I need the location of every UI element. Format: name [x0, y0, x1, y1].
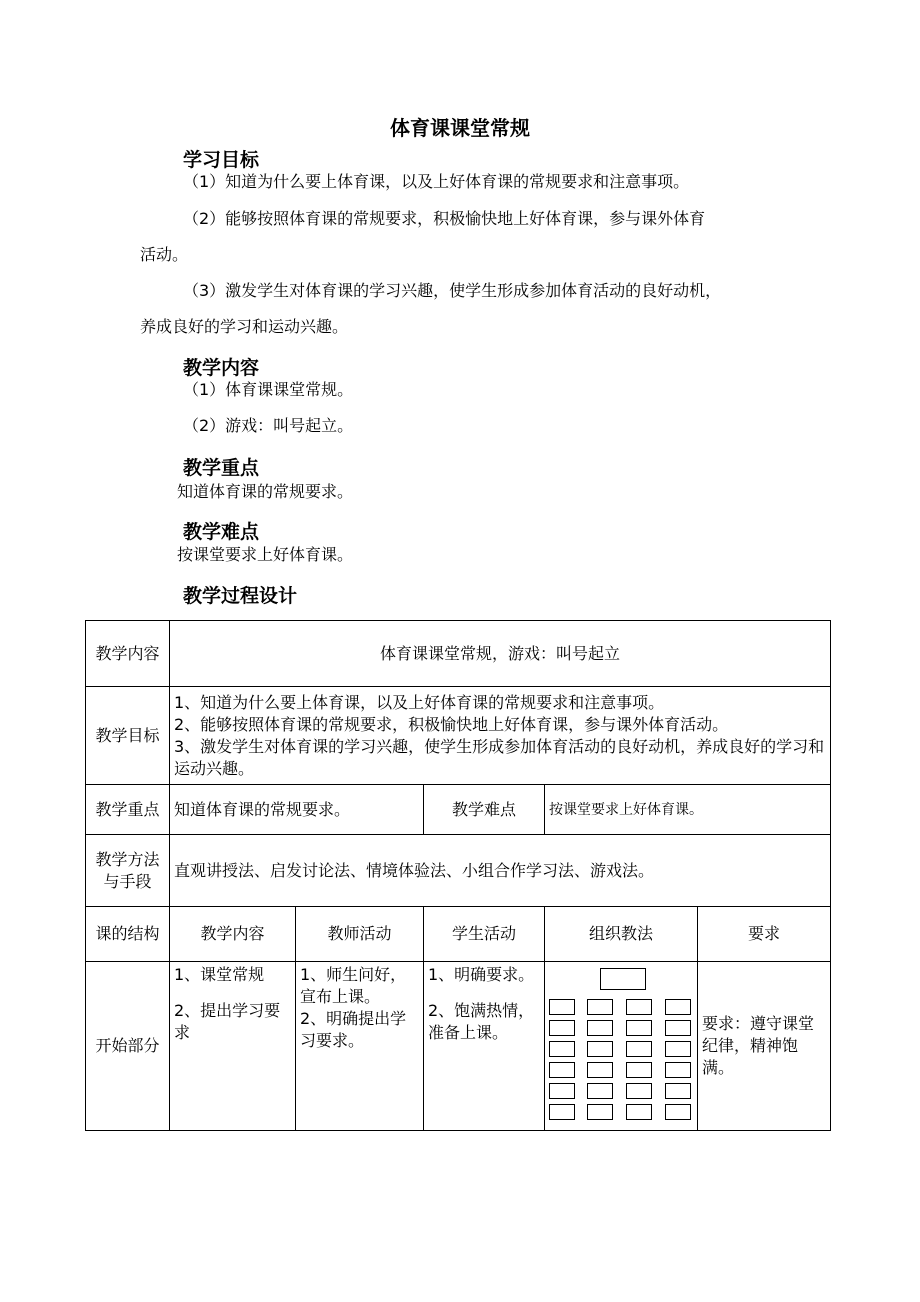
- teacher-position-box: [600, 968, 646, 990]
- goal-line-1: （1）知道为什么要上体育课，以及上好体育课的常规要求和注意事项。: [183, 172, 690, 191]
- student-box: [665, 1104, 691, 1120]
- key-value: 知道体育课的常规要求。: [170, 785, 424, 835]
- content-line-2: （2）游戏：叫号起立。: [183, 416, 354, 435]
- row-content: [86, 621, 831, 687]
- method-value: 直观讲授法、启发讨论法、情境体验法、小组合作学习法、游戏法。: [170, 835, 831, 907]
- student-box: [587, 1083, 613, 1099]
- start-req: 要求：遵守课堂纪律，精神饱满。: [698, 962, 831, 1131]
- student-box: [626, 1020, 652, 1036]
- student-box: [549, 1041, 575, 1057]
- student-box: [665, 1062, 691, 1078]
- key-heading: 教学重点: [183, 457, 260, 479]
- start-student: [424, 962, 545, 1131]
- method-label: 教学方法与手段: [86, 835, 170, 907]
- student-box: [626, 1083, 652, 1099]
- formation-diagram: [545, 962, 697, 1126]
- student-box: [665, 1083, 691, 1099]
- start-teacher-2: 2、明确提出学习要求。: [300, 1009, 407, 1050]
- row-method: [86, 835, 831, 907]
- start-content: [170, 962, 296, 1131]
- col-content: 教学内容: [170, 907, 296, 962]
- content-label: 教学内容: [86, 621, 170, 687]
- student-box: [626, 1041, 652, 1057]
- key-label: 教学重点: [86, 785, 170, 835]
- goal-line-2: （2）能够按照体育课的常规要求，积极愉快地上好体育课，参与课外体育: [183, 209, 706, 228]
- student-box: [549, 1062, 575, 1078]
- start-teacher-1: 1、师生问好，宣布上课。: [300, 965, 407, 1006]
- student-box: [587, 1104, 613, 1120]
- student-box: [587, 1041, 613, 1057]
- col-teacher: 教师活动: [296, 907, 424, 962]
- student-box: [549, 1083, 575, 1099]
- goals-item-1: 1、知道为什么要上体育课，以及上好体育课的常规要求和注意事项。: [174, 692, 665, 712]
- row-key-difficulty: [86, 785, 831, 835]
- student-box: [665, 1020, 691, 1036]
- start-student-1: 1、明确要求。: [428, 965, 535, 984]
- student-box: [665, 1041, 691, 1057]
- student-box: [626, 1104, 652, 1120]
- lesson-table: [85, 620, 831, 1131]
- row-start: [86, 962, 831, 1131]
- col-req: 要求: [698, 907, 831, 962]
- content-line-1: （1）体育课课堂常规。: [183, 380, 354, 399]
- key-text: 知道体育课的常规要求。: [177, 482, 354, 501]
- difficulty-text: 按课堂要求上好体育课。: [177, 545, 354, 564]
- goals-item-2: 2、能够按照体育课的常规要求，积极愉快地上好体育课，参与课外体育活动。: [174, 714, 729, 734]
- goals-label: 教学目标: [86, 687, 170, 785]
- formation-cell: [545, 962, 698, 1131]
- student-box: [626, 1062, 652, 1078]
- student-box: [587, 1062, 613, 1078]
- content-value: 体育课课堂常规，游戏：叫号起立: [170, 621, 831, 687]
- start-student-2: 2、饱满热情，准备上课。: [428, 1001, 535, 1042]
- goals-cell: [170, 687, 831, 785]
- student-box: [549, 1020, 575, 1036]
- col-org: 组织教法: [545, 907, 698, 962]
- student-box: [626, 999, 652, 1015]
- start-content-2: 2、提出学习要求: [174, 1001, 281, 1042]
- col-student: 学生活动: [424, 907, 545, 962]
- row-structure-header: [86, 907, 831, 962]
- row-goals: [86, 687, 831, 785]
- goal-line-3: （3）激发学生对体育课的学习兴趣，使学生形成参加体育活动的良好动机，: [183, 281, 722, 300]
- difficulty-heading: 教学难点: [183, 521, 260, 543]
- goal-line-2-cont: 活动。: [140, 245, 189, 264]
- start-label: 开始部分: [86, 962, 170, 1131]
- start-teacher: [296, 962, 424, 1131]
- start-content-1: 1、课堂常规: [174, 965, 265, 984]
- student-box: [587, 1020, 613, 1036]
- diff-value: 按课堂要求上好体育课。: [545, 785, 831, 835]
- content-heading: 教学内容: [183, 357, 260, 379]
- student-box: [587, 999, 613, 1015]
- process-heading: 教学过程设计: [183, 585, 298, 607]
- diff-label: 教学难点: [424, 785, 545, 835]
- goals-item-3: 3、激发学生对体育课的学习兴趣，使学生形成参加体育活动的良好动机，养成良好的学习和运动兴趣。: [174, 736, 825, 778]
- goals-heading: 学习目标: [183, 149, 260, 171]
- goal-line-3-cont: 养成良好的学习和运动兴趣。: [140, 317, 349, 336]
- student-box: [549, 999, 575, 1015]
- structure-label: 课的结构: [86, 907, 170, 962]
- student-box: [665, 999, 691, 1015]
- page-title: 体育课课堂常规: [390, 116, 530, 140]
- student-box: [549, 1104, 575, 1120]
